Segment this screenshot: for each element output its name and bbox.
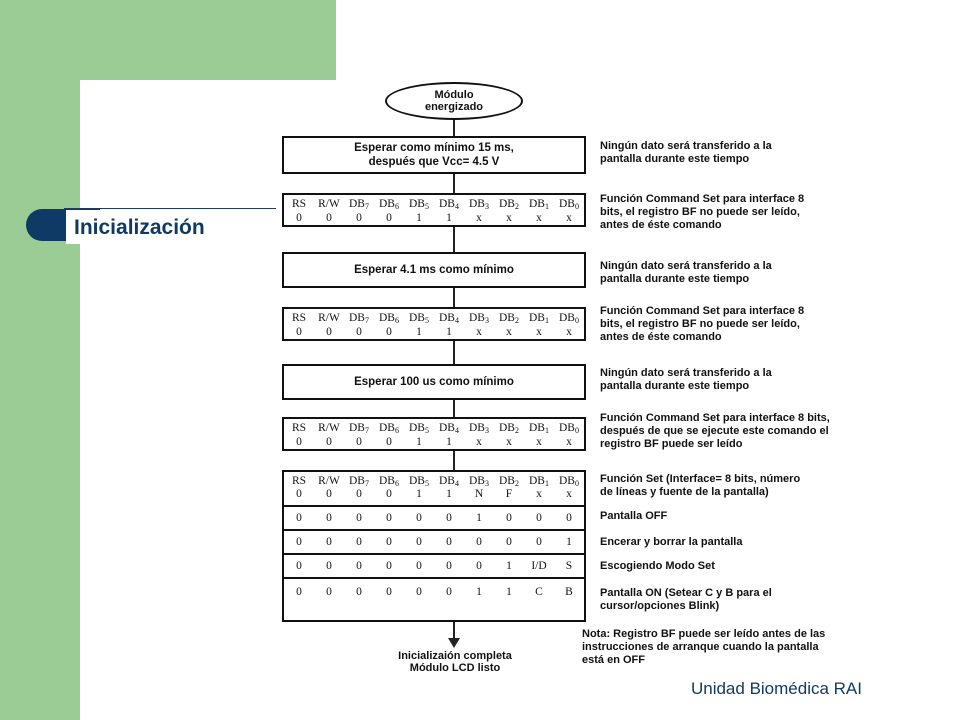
end-line-1: Inicializaión completa	[398, 650, 512, 662]
cell: x	[476, 211, 482, 224]
cell: 0	[386, 435, 392, 448]
cell: 0	[374, 505, 404, 529]
hdr-db5: DB5	[409, 422, 429, 435]
cell: 1	[494, 577, 524, 607]
hdr-db1: DB1	[529, 422, 549, 435]
cell: x	[506, 325, 512, 338]
cell: 0	[326, 325, 332, 338]
cell: 1	[416, 325, 422, 338]
note-line: cursor/opciones Blink)	[600, 600, 720, 612]
cell: 1	[416, 435, 422, 448]
cell: 0	[524, 529, 554, 553]
end-node	[360, 650, 550, 674]
cell: 0	[344, 505, 374, 529]
note-8	[600, 510, 667, 523]
hdr-db6: DB6	[379, 198, 399, 211]
cell: x	[566, 211, 572, 224]
note-2	[600, 193, 804, 232]
cell: 0	[386, 211, 392, 224]
note-line: antes de éste comando	[600, 331, 722, 343]
cell: 0	[434, 505, 464, 529]
note-9	[600, 536, 742, 549]
note-line: Función Command Set para interface 8 bits,	[600, 412, 830, 424]
cell: x	[536, 435, 542, 448]
hdr-db4: DB4	[439, 422, 459, 435]
hdr-db6: DB6	[379, 422, 399, 435]
hdr-rw: R/W	[318, 422, 340, 434]
cell: x	[536, 211, 542, 224]
cell: 0	[554, 505, 584, 529]
hdr-db4: DB4 1	[439, 475, 459, 500]
cell: 0	[374, 553, 404, 577]
hdr-db7: DB7	[349, 422, 369, 435]
cell: 0	[356, 211, 362, 224]
cell: 0	[314, 505, 344, 529]
note-7	[600, 473, 800, 499]
hdr-rs: RS 0	[291, 475, 307, 500]
cell: 0	[344, 577, 374, 607]
cell: 0	[284, 505, 314, 529]
hdr-db2: DB2	[499, 422, 519, 435]
hdr-db4: DB4	[439, 198, 459, 211]
cell: 0	[356, 435, 362, 448]
note-line: Ningún dato será transferido a la	[600, 260, 772, 272]
cell: x	[506, 211, 512, 224]
footer-label: Unidad Biomédica RAI	[690, 679, 862, 698]
cell: 0	[404, 505, 434, 529]
command-box-3	[282, 417, 586, 451]
note-line: Pantalla ON (Setear C y B para el	[600, 587, 772, 599]
cell: 0	[374, 529, 404, 553]
end-line-2: Módulo LCD listo	[409, 662, 501, 674]
note-line: instrucciones de arranque cuando la pantalla	[582, 641, 819, 653]
note-line: Nota: Registro BF puede ser leído antes de las	[582, 628, 826, 640]
note-4	[600, 305, 804, 344]
hdr-rw: R/W	[318, 198, 340, 210]
hdr-rs: RS	[291, 198, 307, 210]
cell: x	[536, 325, 542, 338]
hdr-db5: DB5	[409, 198, 429, 211]
note-line: después de que se ejecute este comando el	[600, 425, 829, 437]
init-flowchart	[270, 82, 890, 682]
hdr-db5: DB5 1	[409, 475, 429, 500]
cell: 1	[446, 211, 452, 224]
wait1-line-1: Esperar como mínimo 15 ms,	[354, 142, 514, 154]
cell: C	[524, 577, 554, 607]
cell: x	[476, 435, 482, 448]
note-line: Ningún dato será transferido a la	[600, 140, 772, 152]
cell: 0	[314, 529, 344, 553]
cell: x	[506, 435, 512, 448]
note-line: Función Command Set para interface 8	[600, 193, 805, 205]
cell: 0	[284, 553, 314, 577]
cell: 0	[404, 577, 434, 607]
hdr-db7: DB7 0	[349, 475, 369, 500]
hdr-rw: R/W	[318, 312, 340, 324]
hdr-db1: DB1	[529, 198, 549, 211]
cell: 0	[374, 577, 404, 607]
wait1-line-2: después que Vcc= 4.5 V	[368, 156, 500, 168]
end-arrow	[448, 638, 460, 648]
cell: 0	[404, 553, 434, 577]
note-1	[600, 140, 772, 166]
cell: S	[554, 553, 584, 577]
cell: 1	[494, 553, 524, 577]
note-3	[600, 260, 772, 286]
cell: 0	[386, 325, 392, 338]
page-title: Inicialización	[66, 210, 213, 244]
note-line: bits, el registro BF no puede ser leído,	[600, 318, 800, 330]
note-11	[600, 587, 772, 613]
cell: B	[554, 577, 584, 607]
hdr-db3: DB3	[469, 422, 489, 435]
sidebar-band	[0, 0, 80, 720]
note-line: bits, el registro BF no puede ser leído,	[600, 206, 800, 218]
command-box-4	[282, 470, 586, 622]
note-line: está en OFF	[582, 654, 645, 666]
note-line: Encerar y borrar la pantalla	[600, 536, 743, 548]
hdr-db1: DB1 x	[529, 475, 549, 500]
wait-box-1	[282, 136, 586, 174]
hdr-db0: DB0	[559, 422, 579, 435]
hdr-db2: DB2	[499, 198, 519, 211]
cell: 0	[464, 529, 494, 553]
cell: 0	[434, 577, 464, 607]
start-line-1: Módulo	[434, 89, 474, 101]
hdr-rw: R/W 0	[318, 475, 340, 500]
cell: 1	[464, 577, 494, 607]
hdr-db0: DB0 x	[559, 475, 579, 500]
hdr-db1: DB1	[529, 312, 549, 325]
hdr-db2: DB2	[499, 312, 519, 325]
cell: 0	[326, 211, 332, 224]
cell: 0	[494, 505, 524, 529]
cell: x	[566, 325, 572, 338]
note-12	[582, 628, 825, 667]
note-5	[600, 367, 772, 393]
cell: 0	[326, 435, 332, 448]
note-line: antes de éste comando	[600, 219, 722, 231]
cell: 0	[524, 505, 554, 529]
hdr-db6: DB6	[379, 312, 399, 325]
cell: 0	[434, 553, 464, 577]
cell: x	[566, 435, 572, 448]
note-line: pantalla durante este tiempo	[600, 273, 750, 285]
note-line: pantalla durante este tiempo	[600, 153, 750, 165]
cell: 0	[296, 325, 302, 338]
note-line: Escogiendo Modo Set	[600, 560, 715, 572]
start-node	[385, 82, 523, 120]
hdr-rs: RS	[291, 312, 307, 324]
cell: 0	[356, 325, 362, 338]
wait-box-2	[282, 252, 586, 288]
hdr-db0: DB0	[559, 198, 579, 211]
cell: 0	[296, 211, 302, 224]
hdr-db5: DB5	[409, 312, 429, 325]
cell: 1	[554, 529, 584, 553]
wait2-line-1: Esperar 4.1 ms como mínimo	[354, 264, 514, 276]
cell: 0	[344, 553, 374, 577]
cell: 0	[284, 577, 314, 607]
note-6	[600, 412, 830, 451]
note-line: Ningún dato será transferido a la	[600, 367, 772, 379]
cell: x	[476, 325, 482, 338]
command-box-2	[282, 307, 586, 341]
cell: 1	[446, 325, 452, 338]
note-line: de líneas y fuente de la pantalla)	[600, 486, 769, 498]
command-box-1	[282, 193, 586, 227]
hdr-db2: DB2 F	[499, 475, 519, 500]
cell: 0	[314, 577, 344, 607]
cell: 0	[314, 553, 344, 577]
hdr-db4: DB4	[439, 312, 459, 325]
hdr-db7: DB7	[349, 198, 369, 211]
hdr-db7: DB7	[349, 312, 369, 325]
wait-box-3	[282, 364, 586, 400]
cell: 0	[344, 529, 374, 553]
hdr-db0: DB0	[559, 312, 579, 325]
note-line: Función Command Set para interface 8	[600, 305, 805, 317]
cell: 0	[284, 529, 314, 553]
hdr-rs: RS	[291, 422, 307, 434]
cell: 1	[416, 211, 422, 224]
hdr-db3: DB3 N	[469, 475, 489, 500]
hdr-db6: DB6 0	[379, 475, 399, 500]
start-line-2: energizado	[424, 101, 484, 113]
note-line: registro BF puede ser leído	[600, 438, 743, 450]
cell: 0	[494, 529, 524, 553]
cell: I/D	[524, 553, 554, 577]
cell: 0	[434, 529, 464, 553]
note-line: pantalla durante este tiempo	[600, 380, 750, 392]
cell: 0	[464, 553, 494, 577]
content-corner	[80, 80, 140, 140]
note-line: Función Set (Interface= 8 bits, número	[600, 473, 801, 485]
note-10	[600, 560, 715, 573]
wait3-line-1: Esperar 100 us como mínimo	[354, 376, 514, 388]
hdr-db3: DB3	[469, 198, 489, 211]
top-band	[80, 0, 336, 80]
cell: 1	[446, 435, 452, 448]
note-line: Pantalla OFF	[600, 510, 668, 522]
cell: 0	[296, 435, 302, 448]
cell: 0	[404, 529, 434, 553]
hdr-db3: DB3	[469, 312, 489, 325]
cell: 1	[464, 505, 494, 529]
